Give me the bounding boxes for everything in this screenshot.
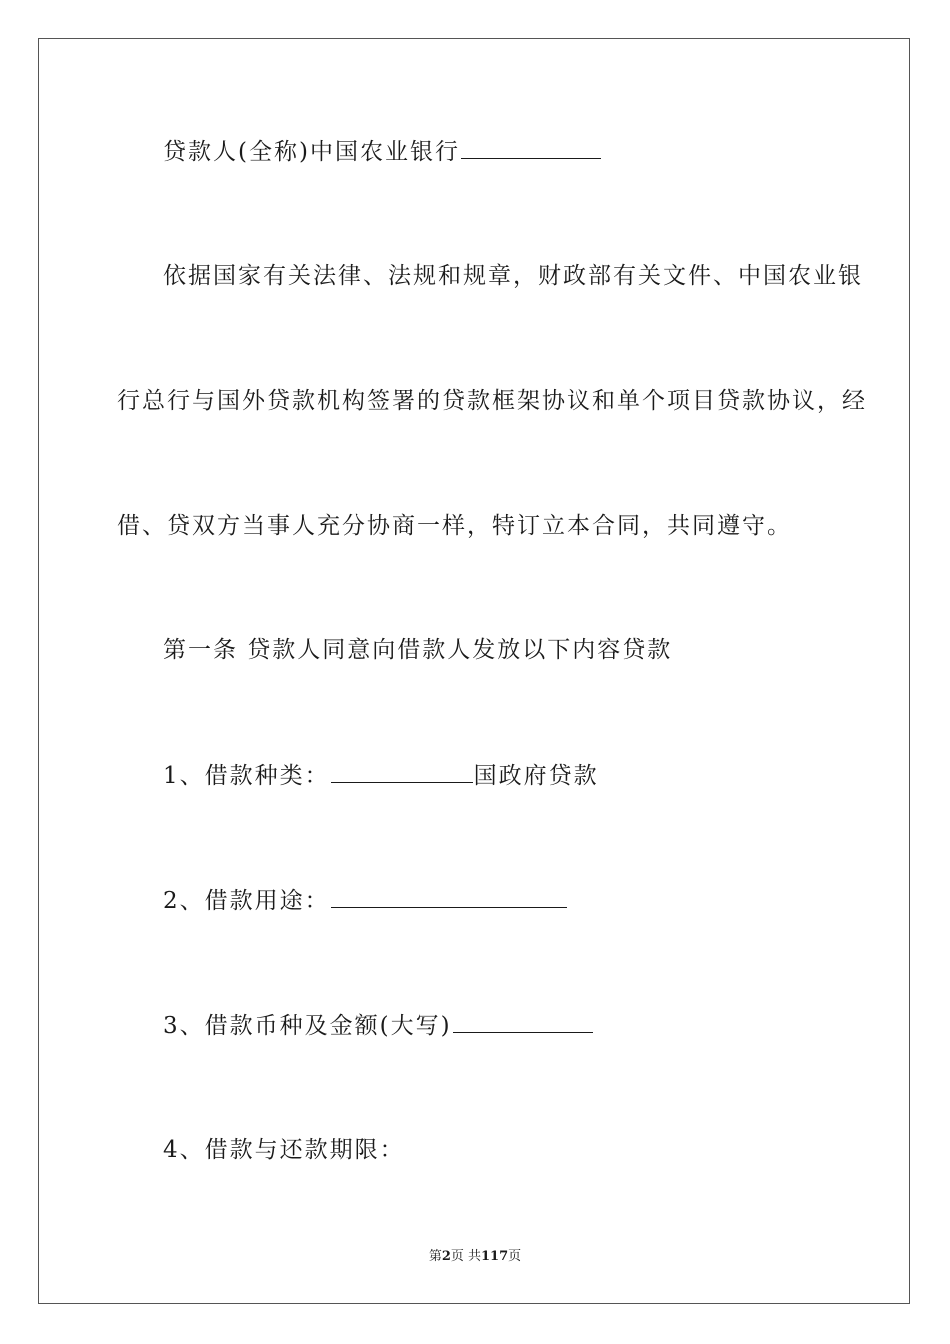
loan-amount-label: 3、借款币种及金额(大写) — [163, 1013, 452, 1039]
loan-amount-line — [163, 1010, 594, 1041]
loan-term-line — [163, 1135, 405, 1165]
loan-purpose-label: 2、借款用途： — [163, 888, 330, 914]
preamble-text-3: 借、贷双方当事人充分协商一样，特订立本合同，共同遵守。 — [117, 513, 792, 539]
preamble-text-1: 依据国家有关法律、法规和规章，财政部有关文件、中国农业银 — [163, 263, 863, 289]
footer-suffix: 页 — [508, 1249, 522, 1264]
page-footer — [0, 1248, 950, 1266]
loan-term-label: 4、借款与还款期限： — [163, 1137, 405, 1163]
preamble-line-2 — [117, 386, 867, 416]
article-one-text: 第一条 贷款人同意向借款人发放以下内容贷款 — [163, 637, 673, 663]
footer-total-pages: 117 — [481, 1249, 509, 1264]
loan-type-blank[interactable] — [331, 760, 473, 783]
footer-current-page: 2 — [441, 1249, 451, 1264]
article-one-heading — [163, 635, 672, 665]
preamble-text-2: 行总行与国外贷款机构签署的贷款框架协议和单个项目贷款协议，经 — [117, 388, 867, 414]
loan-type-suffix: 国政府贷款 — [473, 763, 599, 789]
loan-type-line — [163, 760, 599, 791]
loan-amount-blank[interactable] — [453, 1010, 593, 1033]
footer-middle: 页 共 — [450, 1249, 482, 1264]
lender-name-line — [163, 136, 602, 167]
page-border — [38, 38, 910, 1304]
preamble-line-3 — [117, 511, 792, 541]
loan-type-label: 1、借款种类： — [163, 763, 330, 789]
lender-name-blank[interactable] — [461, 136, 601, 159]
lender-name-text: 贷款人(全称)中国农业银行 — [163, 139, 460, 165]
preamble-line-1 — [163, 261, 863, 291]
footer-prefix: 第 — [428, 1249, 442, 1264]
loan-purpose-blank[interactable] — [331, 885, 567, 908]
loan-purpose-line — [163, 885, 568, 916]
